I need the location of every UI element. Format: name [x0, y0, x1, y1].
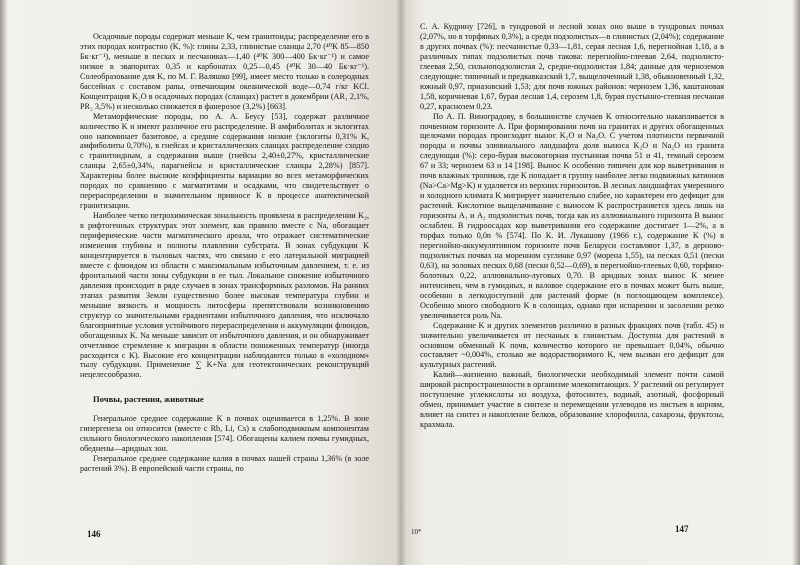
paragraph: Метаморфические породы, по А. А. Беусу [53], содержат различное количество K и имеют различное его распределение. В амфиболитах и эклогитах оно напоминает базитовое, а средние содержания низкие (эклогиты 0,31% K, амфиболиты 0,70%), в гнейсах и кристаллических сланцах распределение сходно с гранитоидным, а содержания выше (гнейсы 2,40±0,27%, кристаллические сланцы 2,65±0,34%, парагнейсы и кристаллические сланцы 2,28%) [857]. Характерны более высокие коэффициенты вариации во всех метаморфических породах по сравнению с магматитами и осадками, что свидетельствует о перераспределении и значительном привносе K в процессе анатектической гранитизации.: [80, 111, 369, 211]
paragraph: Генеральное среднее содержание K в почвах оценивается в 1,25%. В зоне гипергенеза он относится (вместе с Rb, Li, Cs) к слабоподвижным компонентам сильного биологического накопления [574]. Обогащены калием почвы гумидных, обеднены—аридных зон.: [80, 414, 369, 454]
paragraph: Осадочные породы содержат меньше K, чем гранитоиды; распределение его в этих породах контрастно (K, %): глины 2,33, глинистые сланцы 2,70 (⁴⁰K 85—850 Бк·кг⁻¹), меньше в песках и песчаниках—1,40 (⁴⁰K 300—400 Бк·кг⁻¹) и самое низкое в эвапоритах 0,35 и карбонатах 0,25—0,45 (⁴⁰K 30—40 Бк·кг⁻¹). Солеобразование для K, по М. Г. Валяшко [99], имеет место только в солеродных бассейнах с составом рапы, отвечающим океанической воде—0,74 г/кг KCl. Концентрация K₂O в осадочных породах (сланцах) растет в докембрии (AR₁ 2,1%, PR₂ 3,5%) и несколько снижается в фанерозое (3,2%) [663].: [80, 32, 369, 111]
page-number: 147: [675, 524, 689, 534]
paragraph: Генеральное среднее содержание калия в почвах нашей страны 1,36% (в золе растений 3%). В европейской части страны, по: [80, 454, 369, 474]
left-text-column: [80, 32, 369, 474]
scan-shadow-right: [792, 0, 800, 565]
paragraph: Содержание K и других элементов различно в разных фракциях почв (табл. 45) и значительно увеличивается от песчаных к глинистым. Доступна для растений в основном обменный K почв, количество которого не превышает 0,04%, обычно составляет ~0,004%, столько же водорастворимого K, чем вызван его дефицит для культурных растений.: [420, 320, 724, 370]
paragraph: Наиболее четко петрохимическая зональность проявлена в распределении K₂, в рифтогенных структурах этот элемент, как правило вместе с Na, обогащает периферические части магматического ареала, что отражает систематические изменения глубины и полноты плавления субстрата. В зонах субдукции K концентрируется в тыловых частях, что связано с его латеральной миграцией вместе с флюидом из области с максимальным избыточным давлением, т. е. из фронтальной части зоны субдукции в ее тыл. Локальное снижение избыточного давления происходит в ряде случаев в зонах трансформных разломов. На ранних этапах развития Земли существенно более высокая температура глубин и меньшие вязкость и мощность литосферы препятствовали возникновению структур со значительными градиентами избыточного давления, что исключало благоприятные условия устойчивого перераспределения и аккумуляции флюидов, обогащенных K. Na меньше зависит от избыточного давления, и он обнаруживает отчетливое стремление к миграции в области пониженных температур (иногда расходится с K). Высокие его концентрации наблюдаются только в «холодном» тылу субдукции. Применение ∑ K+Na для геотектонических реконструкций нецелесообразно.: [80, 211, 369, 380]
book-gutter: [396, 0, 406, 565]
right-text-column: [420, 22, 724, 430]
paragraph: Калий—жизненно важный, биологически необходимый элемент почти самой широкой распространенности в организме млекопитающих. У растений он регулирует поступление углекислоты из воздуха, фотосинтез, водный, азотный, фосфорный обмен, принимает участие в синтезе и перемещении углеводов из листьев в корням, влияет на синтез и накопление белков, образование хлорофилла, сахарозы, фруктозы, крахмала.: [420, 370, 724, 430]
paragraph-continuation: С. А. Кудрину [726], в тундровой и лесной зонах оно выше в тундровых почвах (2,07%, но в торфяных 0,3%), а среди подзолистых—в глинистых (2,04%); содержание в других почвах (%): песчанистые 0,33—1,81, серая лесная 1,6, перегнойная 1,18, а в различных типах подзолистых почв такова: перегнойно-глеевая 2,64, подзолисто-глеевая 2,50, сильноподзолистая 2, средне-подзолистая 1,84; данные для черноземов следующие: типичный и предкавказский 1,7, выщелоченный 1,38, обыкновенный 1,32, южный 0,97, приазовский 1,53; для почв южных районов: чернозем 1,36, каштановая 1,58, коричневая 1,67, бурая лесная 1,4, серозем 1,8, бурая пустынно-степная песчаная 0,27, краснозем 0,23.: [420, 22, 724, 111]
section-heading: Почвы, растения, животные: [93, 394, 204, 405]
scan-shadow-left: [0, 0, 8, 565]
right-page: [401, 0, 800, 565]
paragraph: По А. П. Виноградову, в большинстве случаев K относительно накапливается в почвенном горизонте A. При формировании почв на гранитах и других обогащенных щелочами породах происходит вынос K₂O и Na₂O. С учетом плотности первичной породы и почвы элювиального ландшафта доля выноса K₂O и Na₂O из гранита следующая (%): серо-бурая высокогорная пустынная почва 51 и 41, темный серозем 67 и 33; чернозем 63 и 14 [198]. Вынос K особенно типичен для кор выветривания и почв влажных тропиков, где K попадает в группу наиболее легко подвижных катионов (Na>Ca>Mg>K) и удаляется из верхних горизонтов. В лесных ландшафтах умеренного и холодного климата K мигрирует значительно слабее, но характерен его дефицит для растений. Кислотное выщелачивание с выносом K распространяется здесь лишь на горизонты A₁ и A₂ подзолистых почв, тогда как из аллювиального горизонта B вынос ослаблен. В гидроосадах кор выветривания его содержание достигает 1—2%, а в торфах только 0,0n % [574]. По К. И. Лукашову (1966 г.), содержание K (%) в перегнойно-аккумулятивном горизонте почв Беларуси составляют 1,37, в дерново-подзолистых почвах на моренном суглинке 0,97 (морена 1,55), на песках 0,51 (пески 0,63), на эоловых песках 0,68 (пески 0,52—0,69), в перегнойно-глеевых 0,60, торфяно-болотных 0,22, аллювиально-луговых 0,70. В аридных зонах вынос K менее интенсивен, чем в гумидных, и валовое содержание его в почвах может быть выше, особенно в легкодоступной для растений форме (в поглощающем комплексе). Особенно много свободного K в солонцах, однако при испарении и засолении резко увеличивается роль Na.: [420, 111, 724, 320]
page-number: 146: [87, 529, 101, 539]
signature-mark: 10*: [411, 528, 422, 536]
